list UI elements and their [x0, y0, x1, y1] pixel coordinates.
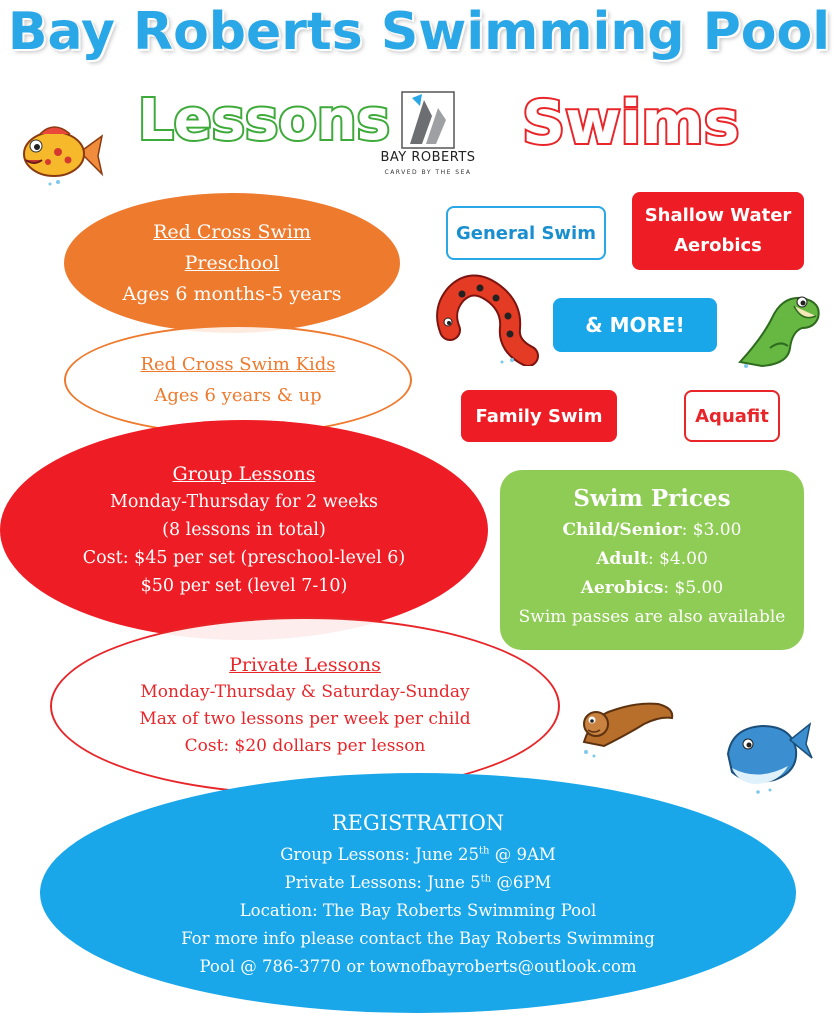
preschool-title-line1: Red Cross Swim — [153, 220, 311, 243]
kids-title: Red Cross Swim Kids — [140, 354, 336, 375]
preschool-title-line2: Preschool — [184, 251, 280, 274]
general-swim-tag: General Swim — [446, 206, 606, 260]
kids-ages: Ages 6 years & up — [154, 385, 322, 406]
shallow-line1: Shallow Water — [644, 205, 792, 226]
swim-prices-box — [500, 470, 804, 650]
lessons-heading: Lessons — [138, 88, 390, 153]
price-adult: Adult: $4.00 — [596, 549, 708, 569]
private-line2: Max of two lessons per week per child — [139, 709, 471, 729]
private-title: Private Lessons — [229, 654, 381, 676]
price-child-senior: Child/Senior: $3.00 — [562, 520, 742, 540]
poster-title: Bay Roberts Swimming Pool — [7, 2, 831, 62]
and-more-tag: & MORE! — [553, 298, 717, 352]
registration-info-line1: For more info please contact the Bay Roberts Swimming — [181, 929, 655, 948]
registration-private: Private Lessons: June 5th @6PM — [284, 873, 552, 892]
registration-location: Location: The Bay Roberts Swimming Pool — [239, 901, 597, 920]
preschool-lessons-ellipse — [64, 193, 400, 333]
logo-name: BAY ROBERTS — [380, 150, 476, 165]
prices-note: Swim passes are also available — [518, 607, 786, 627]
swims-heading: Swims — [522, 88, 740, 158]
private-line3: Cost: $20 dollars per lesson — [184, 736, 426, 756]
registration-title: REGISTRATION — [331, 811, 505, 835]
alligator-icon — [732, 288, 828, 370]
group-line2: (8 lessons in total) — [162, 520, 326, 540]
private-lessons-ellipse — [50, 617, 560, 795]
prices-title: Swim Prices — [573, 485, 731, 512]
bay-roberts-logo-icon — [400, 90, 456, 150]
group-line3: Cost: $45 per set (preschool-level 6) — [82, 548, 406, 568]
group-lessons-ellipse — [0, 420, 488, 640]
registration-group: Group Lessons: June 25th @ 9AM — [280, 845, 556, 864]
shallow-line2: Aerobics — [674, 235, 762, 256]
registration-info-line2: Pool @ 786-3770 or townofbayroberts@outlook.com — [199, 957, 637, 976]
group-line4: $50 per set (level 7-10) — [140, 576, 348, 596]
private-line1: Monday-Thursday & Saturday-Sunday — [140, 682, 470, 702]
family-swim-tag: Family Swim — [461, 390, 617, 442]
group-title: Group Lessons — [172, 463, 316, 485]
salamander-icon — [432, 270, 544, 366]
group-line1: Monday-Thursday for 2 weeks — [109, 492, 379, 512]
preschool-ages: Ages 6 months-5 years — [122, 282, 342, 305]
whale-icon — [718, 710, 814, 794]
aquafit-tag: Aquafit — [684, 390, 780, 442]
registration-ellipse — [40, 773, 796, 1013]
kids-lessons-ellipse — [64, 325, 412, 435]
otter-icon — [574, 680, 678, 760]
logo-tagline: CARVED BY THE SEA — [384, 169, 472, 176]
price-aerobics: Aerobics: $5.00 — [580, 578, 724, 598]
shallow-water-aerobics-tag — [632, 192, 804, 270]
fish-icon — [18, 122, 104, 188]
